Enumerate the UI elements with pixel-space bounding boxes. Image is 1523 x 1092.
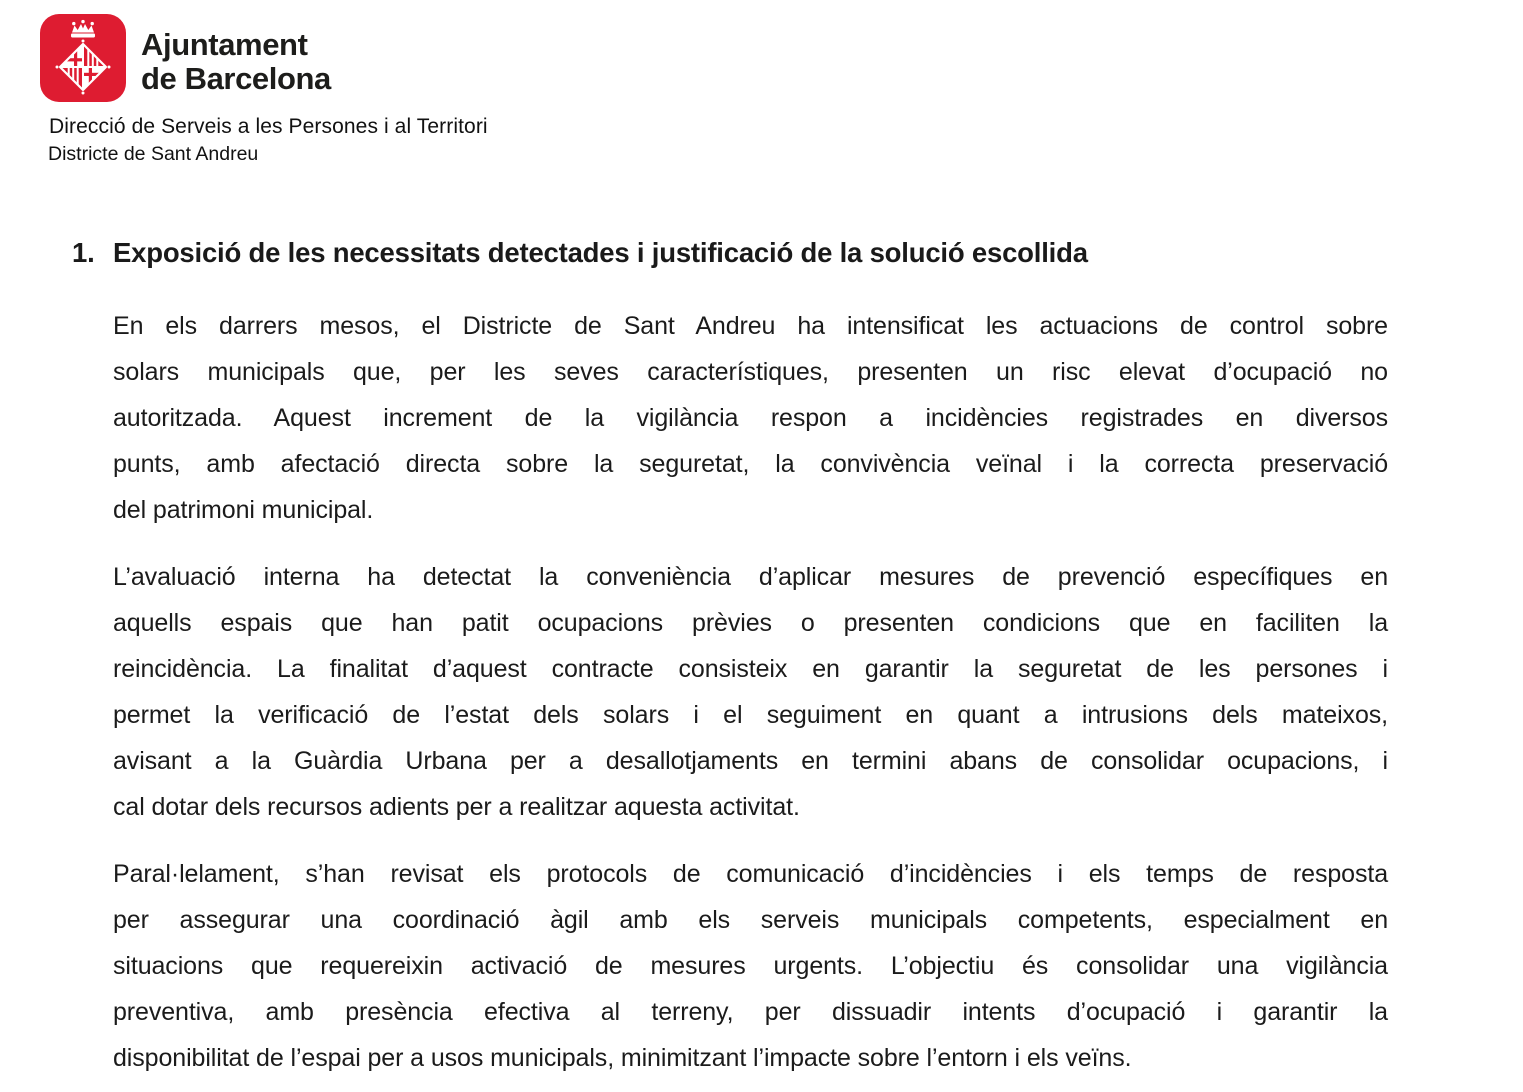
document-content	[72, 237, 1388, 1081]
paragraph-line: reincidència. La finalitat d’aquest contracte consisteix en garantir la seguretat de les persones i	[113, 655, 1388, 683]
ajuntament-barcelona-logo	[40, 14, 126, 102]
paragraph	[113, 303, 1388, 533]
paragraph-line: avisant a la Guàrdia Urbana per a desallotjaments en termini abans de consolidar ocupacions, i	[113, 747, 1388, 775]
paragraph-line: cal dotar dels recursos adients per a realitzar aquesta activitat.	[113, 793, 800, 821]
barcelona-coat-of-arms-icon	[40, 14, 126, 102]
paragraph-line: autoritzada. Aquest increment de la vigilància respon a incidències registrades en diversos	[113, 404, 1388, 432]
document-body	[113, 303, 1388, 1081]
section-heading	[72, 237, 1388, 269]
paragraph-line: situacions que requereixin activació de mesures urgents. L’objectiu és consolidar una vigilància	[113, 952, 1388, 980]
org-name-line2: de Barcelona	[141, 61, 331, 96]
paragraph-line: En els darrers mesos, el Districte de Sant Andreu ha intensificat les actuacions de control sobre	[113, 312, 1388, 340]
section-title: Exposició de les necessitats detectades i justificació de la solució escollida	[113, 237, 1088, 268]
paragraph-line: aquells espais que han patit ocupacions prèvies o presenten condicions que en faciliten la	[113, 609, 1388, 637]
paragraph-line: del patrimoni municipal.	[113, 496, 374, 524]
department-name: Direcció de Serveis a les Persones i al Territori	[49, 115, 488, 138]
district-name: Districte de Sant Andreu	[48, 143, 259, 165]
paragraph-line: disponibilitat de l’espai per a usos municipals, minimitzant l’impacte sobre l’entorn i els veïns.	[113, 1044, 1132, 1072]
org-name-line1: Ajuntament	[141, 27, 308, 62]
paragraph-line: L’avaluació interna ha detectat la conveniència d’aplicar mesures de prevenció específiques en	[113, 563, 1388, 591]
org-name	[141, 28, 331, 96]
paragraph	[113, 851, 1388, 1081]
paragraph-line: preventiva, amb presència efectiva al terreny, per dissuadir intents d’ocupació i garantir la	[113, 998, 1388, 1026]
paragraph	[113, 554, 1388, 830]
paragraph-line: permet la verificació de l’estat dels solars i el seguiment en quant a intrusions dels mateixos,	[113, 701, 1388, 729]
paragraph-line: per assegurar una coordinació àgil amb els serveis municipals competents, especialment en	[113, 906, 1388, 934]
paragraph-line: punts, amb afectació directa sobre la seguretat, la convivència veïnal i la correcta preservació	[113, 450, 1388, 478]
paragraph-line: solars municipals que, per les seves característiques, presenten un risc elevat d’ocupació no	[113, 358, 1388, 386]
paragraph-line: Paral·lelament, s’han revisat els protocols de comunicació d’incidències i els temps de resposta	[113, 860, 1388, 888]
section-number: 1.	[72, 237, 95, 268]
